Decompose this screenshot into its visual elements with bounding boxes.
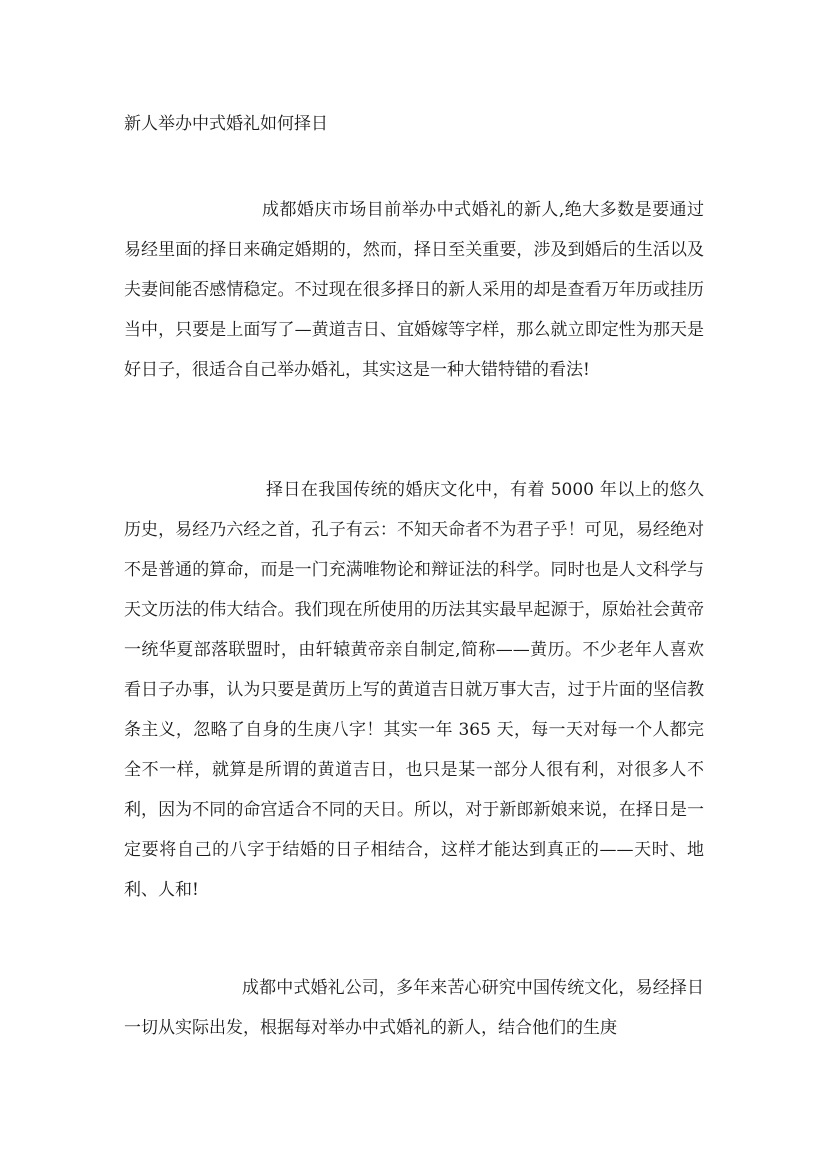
- document-title: 新人举办中式婚礼如何择日: [124, 114, 328, 134]
- paragraph-2: 择日在我国传统的婚庆文化中，有着 5000 年以上的悠久历史，易经乃六经之首，孔子有云：不知天命者不为君子乎！可见，易经绝对不是普通的算命，而是一门充满唯物论和辩证法的科学。同时也是人文科学与天文历法的伟大结合。我们现在所使用的历法其实最早起源于，原始社会黄帝一统华夏部落联盟时，由轩辕黄帝亲自制定,简称——黄历。不少老年人喜欢看日子办事，认为只要是黄历上写的黄道吉日就万事大吉，过于片面的坚信教条主义，忽略了自身的生庚八字！其实一年 365 天，每一天对每一个人都完全不一样，就算是所谓的黄道吉日，也只是某一部分人很有利，对很多人不利，因为不同的命宫适合不同的天日。所以，对于新郎新娘来说，在择日是一定要将自己的八字于结婚的日子相结合，这样才能达到真正的——天时、地利、人和!: [124, 480, 704, 900]
- paragraph-3: 成都中式婚礼公司，多年来苦心研究中国传统文化，易经择日一切从实际出发，根据每对举办中式婚礼的新人，结合他们的生庚: [124, 978, 704, 1038]
- paragraph-1: 成都婚庆市场目前举办中式婚礼的新人,绝大多数是要通过易经里面的择日来确定婚期的，然而，择日至关重要，涉及到婚后的生活以及夫妻间能否感情稳定。不过现在很多择日的新人采用的却是查看万年历或挂历当中，只要是上面写了—黄道吉日、宜婚嫁等字样，那么就立即定性为那天是好日子，很适合自己举办婚礼，其实这是一种大错特错的看法!: [124, 200, 704, 380]
